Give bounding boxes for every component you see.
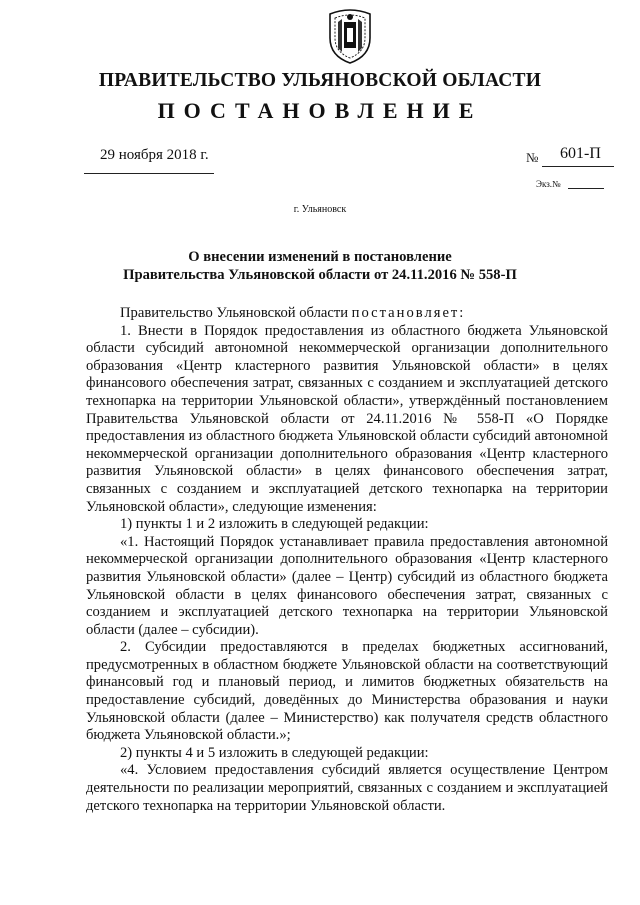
intro-prefix: Правительство Ульяновской области [120, 305, 349, 321]
coat-of-arms-emblem [325, 8, 375, 64]
date-underline [84, 173, 214, 174]
title-line-1: О внесении изменений в постановление [188, 249, 452, 265]
title-line-2: Правительства Ульяновской области от 24.11.2016 № 558-П [123, 267, 517, 283]
paragraph-3: «1. Настоящий Порядок устанавливает правила предоставления автономной некоммерческой организации дополнительного образования «Центр кластерного развития Ульяновской области» (далее – Центр) субсидий из областного бюджета Ульяновской области в целях финансового обеспечения затрат, связанных с созданием и эксплуатацией детского технопарка на территории Ульяновской области (далее – субсидии). [86, 533, 608, 638]
city: г. Ульяновск [293, 204, 347, 215]
number-sign: № [526, 150, 539, 165]
intro-verb: постановляет: [351, 305, 466, 321]
number-underline [542, 166, 614, 167]
document-number: 601-П [560, 145, 601, 162]
paragraph-4: 2. Субсидии предоставляются в пределах бюджетных ассигнований, предусмотренных в областном бюджете Ульяновской области на соответствующий финансовый год и плановый период, и лимитов бюджетных обязательств на предоставление субсидий, доведённых до Министерства образования и науки Ульяновской области (далее – Министерство) как получателя средств областного бюджета Ульяновской области.»; [86, 639, 608, 744]
paragraph-2: 1) пункты 1 и 2 изложить в следующей редакции: [120, 516, 429, 533]
paragraph-6: «4. Условием предоставления субсидий является осуществление Центром деятельности по реализации мероприятий, связанных с созданием и эксплуатацией детского технопарка на территории Ульяновской области. [86, 762, 608, 814]
document-body [86, 305, 608, 815]
document-date: 29 ноября 2018 г. [100, 147, 209, 163]
paragraph-1: 1. Внести в Порядок предоставления из областного бюджета Ульяновской области субсидий автономной некоммерческой организации дополнительного образования «Центр кластерного развития Ульяновской области» в целях финансового обеспечения затрат, связанных с созданием и эксплуатацией детского технопарка на территории Ульяновской области», утверждённый постановлением Правительства Ульяновской области от 24.11.2016 № 558-П «О Порядке предоставления из областного бюджета Ульяновской области субсидий автономной некоммерческой организации дополнительного образования «Центр кластерного развития Ульяновской области» в целях финансового обеспечения затрат, связанных с созданием и эксплуатацией детского технопарка на территории Ульяновской области», следующие изменения: [86, 322, 608, 515]
paragraph-5: 2) пункты 4 и 5 изложить в следующей редакции: [120, 744, 429, 761]
document-type: ПОСТАНОВЛЕНИЕ [157, 98, 483, 123]
document-title [0, 248, 640, 284]
organization-name: ПРАВИТЕЛЬСТВО УЛЬЯНОВСКОЙ ОБЛАСТИ [98, 70, 542, 91]
copy-underline [568, 188, 604, 189]
intro-paragraph [86, 305, 608, 323]
copy-label: Экз.№ [536, 179, 561, 189]
